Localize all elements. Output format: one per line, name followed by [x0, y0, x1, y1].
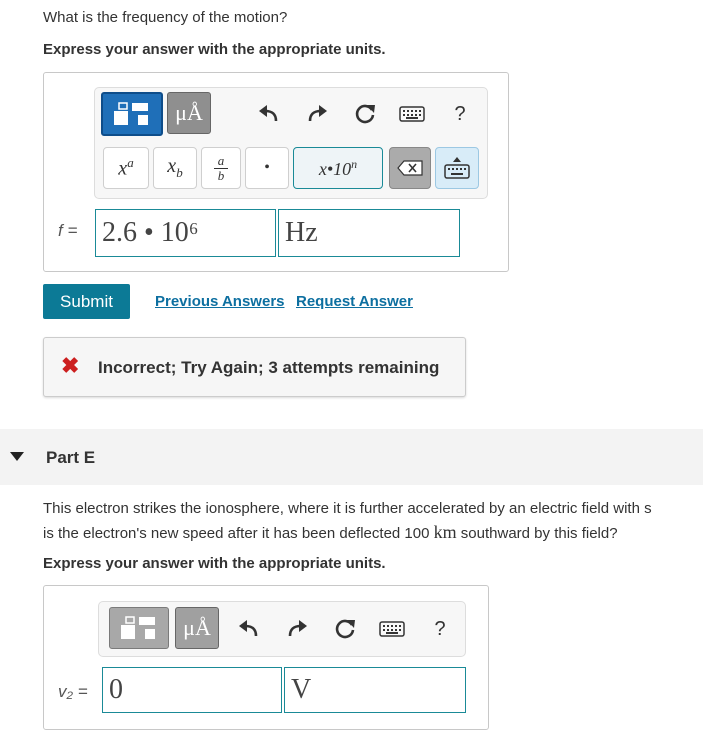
math-toolbar [94, 87, 488, 199]
value-input[interactable]: 2.6 • 10⁶ [95, 209, 276, 257]
part-e-math-toolbar [98, 601, 466, 657]
redo-icon [286, 619, 308, 639]
part-e-reset-button[interactable] [331, 614, 359, 644]
keyboard-icon [379, 621, 405, 637]
part-e-question-line2 [43, 522, 618, 543]
part-e-redo-button[interactable] [283, 615, 311, 643]
answer-box [43, 72, 509, 272]
keyboard-up-icon [444, 156, 470, 180]
reset-icon [333, 617, 357, 641]
fraction-key[interactable] [201, 147, 241, 189]
help-label: ? [434, 617, 446, 640]
subscript-key[interactable] [153, 147, 197, 189]
part-e-units-button[interactable] [175, 607, 219, 649]
backspace-icon [397, 160, 423, 176]
part-e-help-button[interactable] [429, 615, 451, 643]
dot-key[interactable] [245, 147, 289, 189]
part-e-unit-input[interactable]: V [284, 667, 466, 713]
superscript-key[interactable] [103, 147, 149, 189]
previous-answers-link[interactable]: Previous Answers [155, 293, 285, 310]
units-label: μÅ [183, 615, 211, 640]
part-e-templates-button[interactable] [109, 607, 169, 649]
reset-button[interactable] [351, 99, 379, 129]
part-title: Part E [46, 448, 96, 467]
templates-icon [110, 99, 154, 129]
keyboard-button[interactable] [397, 102, 427, 126]
delete-key[interactable] [389, 147, 431, 189]
part-e-undo-button[interactable] [235, 615, 263, 643]
error-icon: ✖ [61, 353, 80, 378]
submit-button[interactable]: Submit [43, 284, 130, 319]
part-e-answer-box [43, 585, 489, 730]
undo-icon [238, 619, 260, 639]
part-e-header[interactable] [0, 429, 703, 485]
templates-button[interactable] [101, 92, 163, 136]
units-label: μÅ [175, 100, 203, 125]
keyboard-toggle-key[interactable] [435, 147, 479, 189]
request-answer-link[interactable]: Request Answer [296, 293, 413, 310]
superscript-label: $x^a$ [118, 155, 134, 180]
unit-input[interactable]: Hz [278, 209, 460, 257]
question-text-a: is the electron's new speed after it has been deflected 100 [43, 525, 434, 542]
redo-icon [306, 104, 328, 124]
variable-label: f = [58, 221, 78, 240]
question-text-b: southward by this field? [456, 525, 618, 542]
units-button[interactable] [167, 92, 211, 134]
help-label: ? [454, 102, 466, 125]
answer-instruction: Express your answer with the appropriate units. [43, 41, 386, 58]
scientific-notation-label: x•10$^n$ [318, 156, 358, 179]
reset-icon [353, 102, 377, 126]
feedback-text: Incorrect; Try Again; 3 attempts remaining [98, 358, 440, 377]
fraction-numerator: a [217, 152, 225, 168]
subscript-label: $x_b$ [167, 155, 183, 180]
scientific-notation-key[interactable] [293, 147, 383, 189]
part-e-question-line1: This electron strikes the ionosphere, where it is further accelerated by an electric field with s [43, 500, 652, 517]
dot-label: • [264, 159, 270, 176]
help-button[interactable] [449, 100, 471, 128]
undo-button[interactable] [255, 100, 283, 128]
undo-icon [258, 104, 280, 124]
part-e-keyboard-button[interactable] [377, 617, 407, 641]
part-e-instruction: Express your answer with the appropriate units. [43, 555, 386, 572]
part-e-variable-label: v₂ = [58, 682, 88, 701]
question-text: What is the frequency of the motion? [43, 9, 288, 26]
templates-icon [117, 613, 161, 643]
distance-unit: km [433, 522, 457, 542]
redo-button[interactable] [303, 100, 331, 128]
collapse-caret-icon[interactable] [10, 452, 24, 462]
keyboard-icon [399, 106, 425, 122]
feedback-box [43, 337, 466, 397]
fraction-denominator: b [217, 167, 225, 183]
part-e-value-input[interactable]: 0 [102, 667, 282, 713]
